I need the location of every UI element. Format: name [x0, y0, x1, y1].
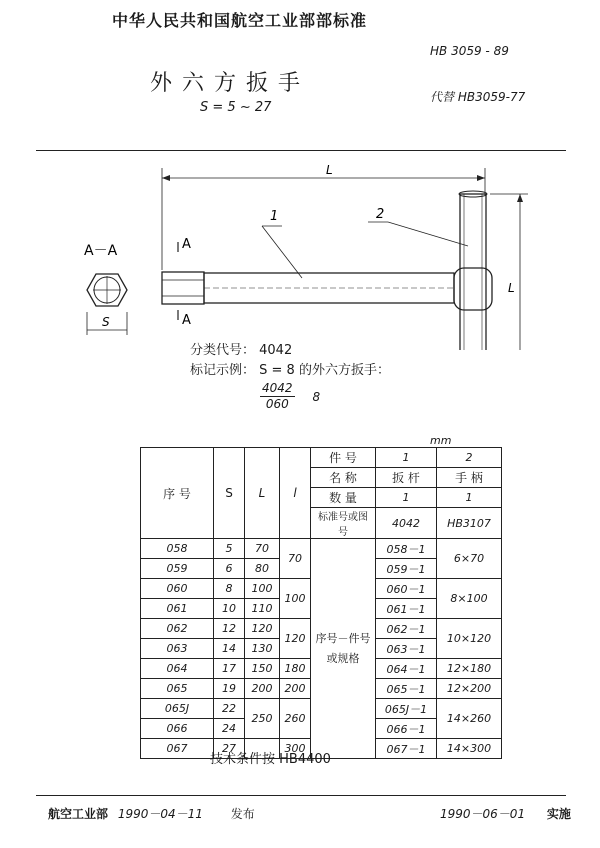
- row-s: 14: [214, 639, 245, 659]
- std-handle: HB3107: [437, 508, 502, 539]
- row-seq: 063: [141, 639, 214, 659]
- footer-rule: [36, 795, 566, 796]
- row-seq: 059: [141, 559, 214, 579]
- length-label: L: [326, 163, 333, 177]
- head-std-no: 标准号或图号: [311, 508, 376, 539]
- row-L: 110: [245, 599, 280, 619]
- row-part1: 066－1: [376, 719, 437, 739]
- head-s: S: [214, 448, 245, 539]
- standard-number: HB 3059 - 89: [430, 44, 509, 58]
- issue-date: 1990－04－11: [117, 807, 203, 821]
- row-L: 250: [245, 699, 280, 739]
- row-l: 200: [280, 679, 311, 699]
- class-code: 分类代号： 4042: [190, 343, 293, 358]
- row-part2: 8×100: [437, 579, 502, 619]
- row-seq: 062: [141, 619, 214, 639]
- fraction-size: 8: [312, 389, 321, 404]
- fraction-numerator: 4042: [262, 381, 293, 395]
- row-part2: 12×200: [437, 679, 502, 699]
- row-l: 180: [280, 659, 311, 679]
- name-handle: 手 柄: [437, 468, 502, 488]
- footer-right: [440, 805, 571, 822]
- row-s: 24: [214, 719, 245, 739]
- part1-label: 1: [270, 209, 279, 224]
- row-L: 80: [245, 559, 280, 579]
- row-part2: 14×300: [437, 739, 502, 759]
- row-seq: 065J: [141, 699, 214, 719]
- row-part2: 6×70: [437, 539, 502, 579]
- doc-title: 外六方扳手: [150, 71, 311, 96]
- footer-left: [48, 805, 255, 822]
- row-seq: 066: [141, 719, 214, 739]
- row-s: 17: [214, 659, 245, 679]
- row-part1: 065J－1: [376, 699, 437, 719]
- row-s: 10: [214, 599, 245, 619]
- head-seq: 序 号: [141, 448, 214, 539]
- row-part1: 067－1: [376, 739, 437, 759]
- head-l: l: [280, 448, 311, 539]
- row-seq: 065: [141, 679, 214, 699]
- row-part1: 063－1: [376, 639, 437, 659]
- row-part1: 060－1: [376, 579, 437, 599]
- size-range: S = 5 ~ 27: [200, 100, 272, 115]
- section-label: A－A: [84, 243, 118, 259]
- row-part2: 12×180: [437, 659, 502, 679]
- row-s: 8: [214, 579, 245, 599]
- row-part1: 064－1: [376, 659, 437, 679]
- head-col2: 2: [437, 448, 502, 468]
- marking-fraction: [260, 381, 390, 412]
- table-row: [141, 539, 502, 559]
- head-col1: 1: [376, 448, 437, 468]
- row-s: 19: [214, 679, 245, 699]
- row-L: 150: [245, 659, 280, 679]
- row-seq: 067: [141, 739, 214, 759]
- replaces-standard: 代替 HB3059-77: [430, 90, 526, 104]
- section-dim-s: S: [102, 315, 110, 329]
- implementation-date: 1990－06－01: [440, 807, 526, 821]
- row-seq: 061: [141, 599, 214, 619]
- row-l: 120: [280, 619, 311, 659]
- row-part1: 065－1: [376, 679, 437, 699]
- issue-word: 发布: [230, 807, 255, 821]
- notes-block: [190, 341, 390, 412]
- std-bar: 4042: [376, 508, 437, 539]
- fraction-denominator: 060: [265, 397, 289, 411]
- head-qty: 数 量: [311, 488, 376, 508]
- row-L: 200: [245, 679, 280, 699]
- issuing-org: 航空工业部: [48, 807, 109, 821]
- row-l: 70: [280, 539, 311, 579]
- row-s: 12: [214, 619, 245, 639]
- tech-spec-note: 技术条件按 HB4400: [210, 752, 331, 767]
- row-s: 22: [214, 699, 245, 719]
- row-L: 100: [245, 579, 280, 599]
- cut-mark-bottom: A: [182, 313, 191, 328]
- row-seq: 058: [141, 539, 214, 559]
- parts-table: [140, 447, 502, 759]
- qty-handle: 1: [437, 488, 502, 508]
- row-l: 260: [280, 699, 311, 739]
- wrench-drawing: [0, 150, 600, 350]
- row-part1: 059－1: [376, 559, 437, 579]
- row-l: 100: [280, 579, 311, 619]
- row-part1: 058－1: [376, 539, 437, 559]
- unit-label: mm: [430, 434, 452, 447]
- head-name: 名 称: [311, 468, 376, 488]
- part2-label: 2: [376, 207, 385, 222]
- head-L: L: [245, 448, 280, 539]
- height-label: L: [508, 281, 515, 295]
- row-s: 6: [214, 559, 245, 579]
- spec-note-cell: 序号－件号 或规格: [311, 539, 376, 759]
- row-s: 5: [214, 539, 245, 559]
- row-s: 27: [214, 739, 245, 759]
- row-part1: 061－1: [376, 599, 437, 619]
- cut-mark-top: A: [182, 237, 191, 252]
- row-part1: 062－1: [376, 619, 437, 639]
- row-l: 300: [280, 739, 311, 759]
- row-L: 130: [245, 639, 280, 659]
- marking-example: 标记示例： S = 8 的外六方扳手：: [190, 363, 390, 378]
- head-item-no: 件 号: [311, 448, 376, 468]
- row-seq: 064: [141, 659, 214, 679]
- row-L: 120: [245, 619, 280, 639]
- org-title: 中华人民共和国航空工业部部标准: [112, 11, 368, 30]
- qty-bar: 1: [376, 488, 437, 508]
- row-part2: 10×120: [437, 619, 502, 659]
- row-seq: 060: [141, 579, 214, 599]
- row-part2: 14×260: [437, 699, 502, 739]
- row-L: 70: [245, 539, 280, 559]
- impl-word: 实施: [546, 807, 571, 821]
- name-bar: 扳 杆: [376, 468, 437, 488]
